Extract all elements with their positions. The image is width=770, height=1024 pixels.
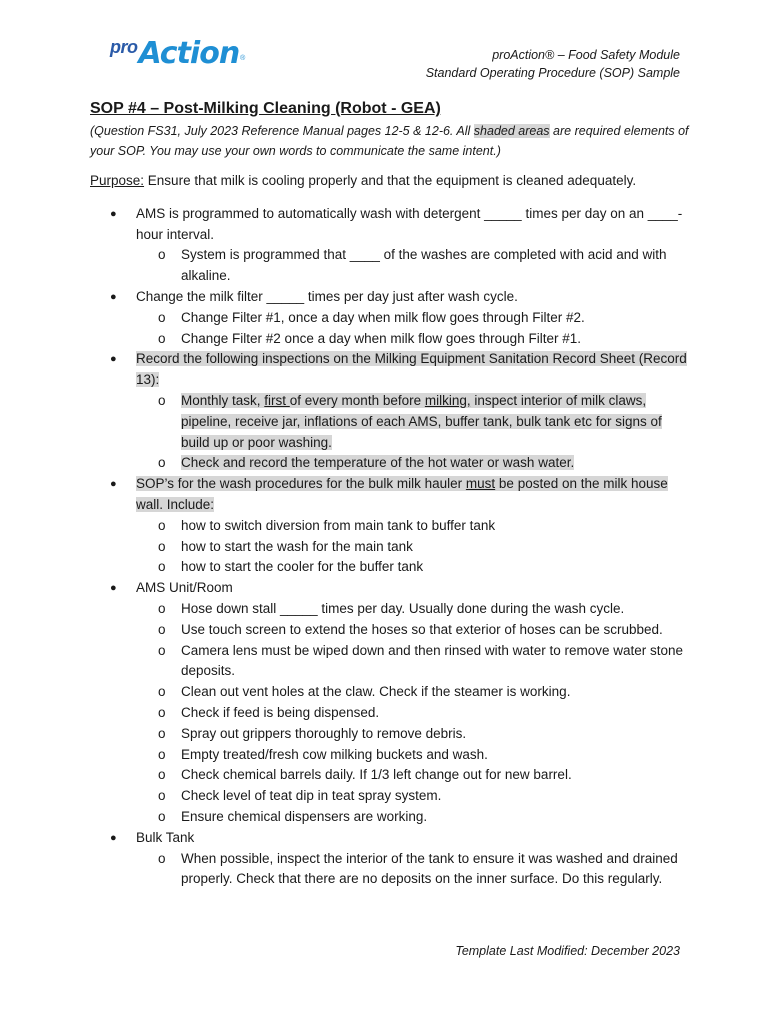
circle-bullet-icon: o	[158, 455, 166, 471]
bullet-icon: ●	[110, 207, 117, 220]
sub-list-item: o Ensure chemical dispensers are working.	[136, 807, 690, 828]
sub-list-item: o Change Filter #1, once a day when milk flow goes through Filter #2.	[136, 308, 690, 329]
circle-bullet-icon: o	[158, 330, 166, 346]
purpose-label: Purpose:	[90, 173, 145, 188]
sub-list-item: o Monthly task, first of every month before milking, inspect interior of milk claws, pipeline, receive jar, inflations of each AMS, buffer tank, bulk tank etc for signs of build up or poor washing.	[158, 392, 662, 450]
circle-bullet-icon: o	[158, 538, 166, 554]
sub-list-item: o Hose down stall _____ times per day. Usually done during the wash cycle.	[136, 599, 690, 620]
header-line-2: Standard Operating Procedure (SOP) Sample	[425, 66, 680, 80]
purpose-text: Ensure that milk is cooling properly and that the equipment is cleaned adequately.	[144, 173, 637, 188]
sub-list-item: o Check chemical barrels daily. If 1/3 left change out for new barrel.	[136, 765, 690, 786]
circle-bullet-icon: o	[158, 725, 166, 741]
list-item: ● Record the following inspections on the Milking Equipment Sanitation Record Sheet (Record 13): o Monthly task, first of every month before milking, inspect interior of milk claws, pipeline, receive jar, inflations of each AMS, buffer tank, bulk tank etc for signs of build up or poor washing. o Check and record the temperature of the hot water or wash water.	[90, 349, 690, 474]
list-item: ● Bulk Tank o When possible, inspect the interior of the tank to ensure it was washed and drained properly. Check that there are no deposits on the inner surface. Do this regularly.	[90, 828, 690, 890]
bullet-icon: ●	[110, 353, 117, 366]
sub-list-item: o Check if feed is being dispensed.	[136, 703, 690, 724]
list-item: ● Change the milk filter _____ times per day just after wash cycle. o Change Filter #1, once a day when milk flow goes through Filter #2. o Change Filter #2 once a day when milk flow goes through Filter #1.	[90, 287, 690, 349]
sub-list-item: o When possible, inspect the interior of the tank to ensure it was washed and drained properly. Check that there are no deposits on the inner surface. Do this regularly.	[158, 850, 678, 887]
circle-bullet-icon: o	[158, 850, 166, 866]
list-item: ● AMS is programmed to automatically wash with detergent _____ times per day on an ____-hour interval. o System is programmed that ____ of the washes are completed with acid and with alkaline.	[90, 204, 690, 287]
sub-list-item: o how to switch diversion from main tank to buffer tank	[136, 516, 690, 537]
purpose-statement	[90, 171, 690, 192]
proaction-logo	[110, 30, 245, 70]
circle-bullet-icon: o	[158, 559, 166, 575]
circle-bullet-icon: o	[158, 517, 166, 533]
sub-list-item: o Change Filter #2 once a day when milk flow goes through Filter #1.	[136, 329, 690, 350]
list-item: ● SOP’s for the wash procedures for the bulk milk hauler must be posted on the milk house wall. Include: o how to switch diversion from main tank to buffer tank o how to start the wash for the main tank o how to start the cooler for the buffer tank	[90, 474, 690, 578]
page-title: SOP #4 – Post-Milking Cleaning (Robot - GEA)	[90, 100, 441, 117]
intro-note: (Question FS31, July 2023 Reference Manual pages 12-5 & 12-6. All shaded areas are required elements of your SOP. You may use your own words to communicate the same intent.)	[90, 124, 689, 158]
sub-list-item: o how to start the wash for the main tank	[136, 537, 690, 558]
sub-list-item: o Camera lens must be wiped down and then rinsed with water to remove water stone deposits.	[158, 642, 684, 679]
circle-bullet-icon: o	[158, 621, 166, 637]
bullet-icon: ●	[110, 478, 117, 491]
sub-list-item: o Check level of teat dip in teat spray system.	[136, 786, 690, 807]
document-header	[426, 46, 680, 82]
circle-bullet-icon: o	[158, 767, 166, 783]
circle-bullet-icon: o	[158, 309, 166, 325]
circle-bullet-icon: o	[158, 247, 166, 263]
circle-bullet-icon: o	[158, 392, 166, 408]
circle-bullet-icon: o	[158, 600, 166, 616]
logo-pro-text: pro	[110, 37, 138, 57]
circle-bullet-icon: o	[158, 808, 166, 824]
logo-registered-mark: ®	[240, 55, 246, 62]
bullet-icon: ●	[110, 582, 117, 595]
list-item: ● AMS Unit/Room o Hose down stall _____ times per day. Usually done during the wash cycle. o Use touch screen to extend the hoses so that exterior of hoses can be scrubbed. o Camera lens must be wiped down and then rinsed with water to remove water stone deposits. o Clean out vent holes at the claw. Check if the steamer is working. o Check if feed is being dispensed. o Spray out grippers thoroughly to remove debris. o Empty treated/fresh cow milking buckets and wash. o Check chemical barrels daily. If 1/3 left change out for new barrel. o Check level of teat dip in teat spray system. o Ensure chemical dispensers are working.	[90, 578, 690, 828]
bullet-icon: ●	[110, 831, 117, 844]
sub-list-item: o Spray out grippers thoroughly to remove debris.	[136, 724, 690, 745]
sop-list	[90, 204, 690, 890]
document-body	[90, 98, 690, 890]
circle-bullet-icon: o	[158, 642, 166, 658]
circle-bullet-icon: o	[158, 684, 166, 700]
circle-bullet-icon: o	[158, 704, 166, 720]
sub-list-item: o System is programmed that ____ of the washes are completed with acid and with alkaline.	[158, 247, 667, 284]
circle-bullet-icon: o	[158, 788, 166, 804]
footer-last-modified: Template Last Modified: December 2023	[455, 944, 680, 958]
sub-list-item: o Clean out vent holes at the claw. Check if the steamer is working.	[136, 682, 690, 703]
sub-list-item: o Empty treated/fresh cow milking buckets and wash.	[136, 745, 690, 766]
logo-action-text: Action	[138, 36, 240, 71]
header-line-1: proAction® – Food Safety Module	[492, 48, 680, 62]
sub-list-item: o Check and record the temperature of the hot water or wash water.	[136, 453, 690, 474]
circle-bullet-icon: o	[158, 746, 166, 762]
sub-list-item: o Use touch screen to extend the hoses so that exterior of hoses can be scrubbed.	[136, 620, 690, 641]
sub-list-item: o how to start the cooler for the buffer tank	[136, 557, 690, 578]
shaded-areas-highlight: shaded areas	[473, 124, 550, 138]
bullet-icon: ●	[110, 290, 117, 303]
